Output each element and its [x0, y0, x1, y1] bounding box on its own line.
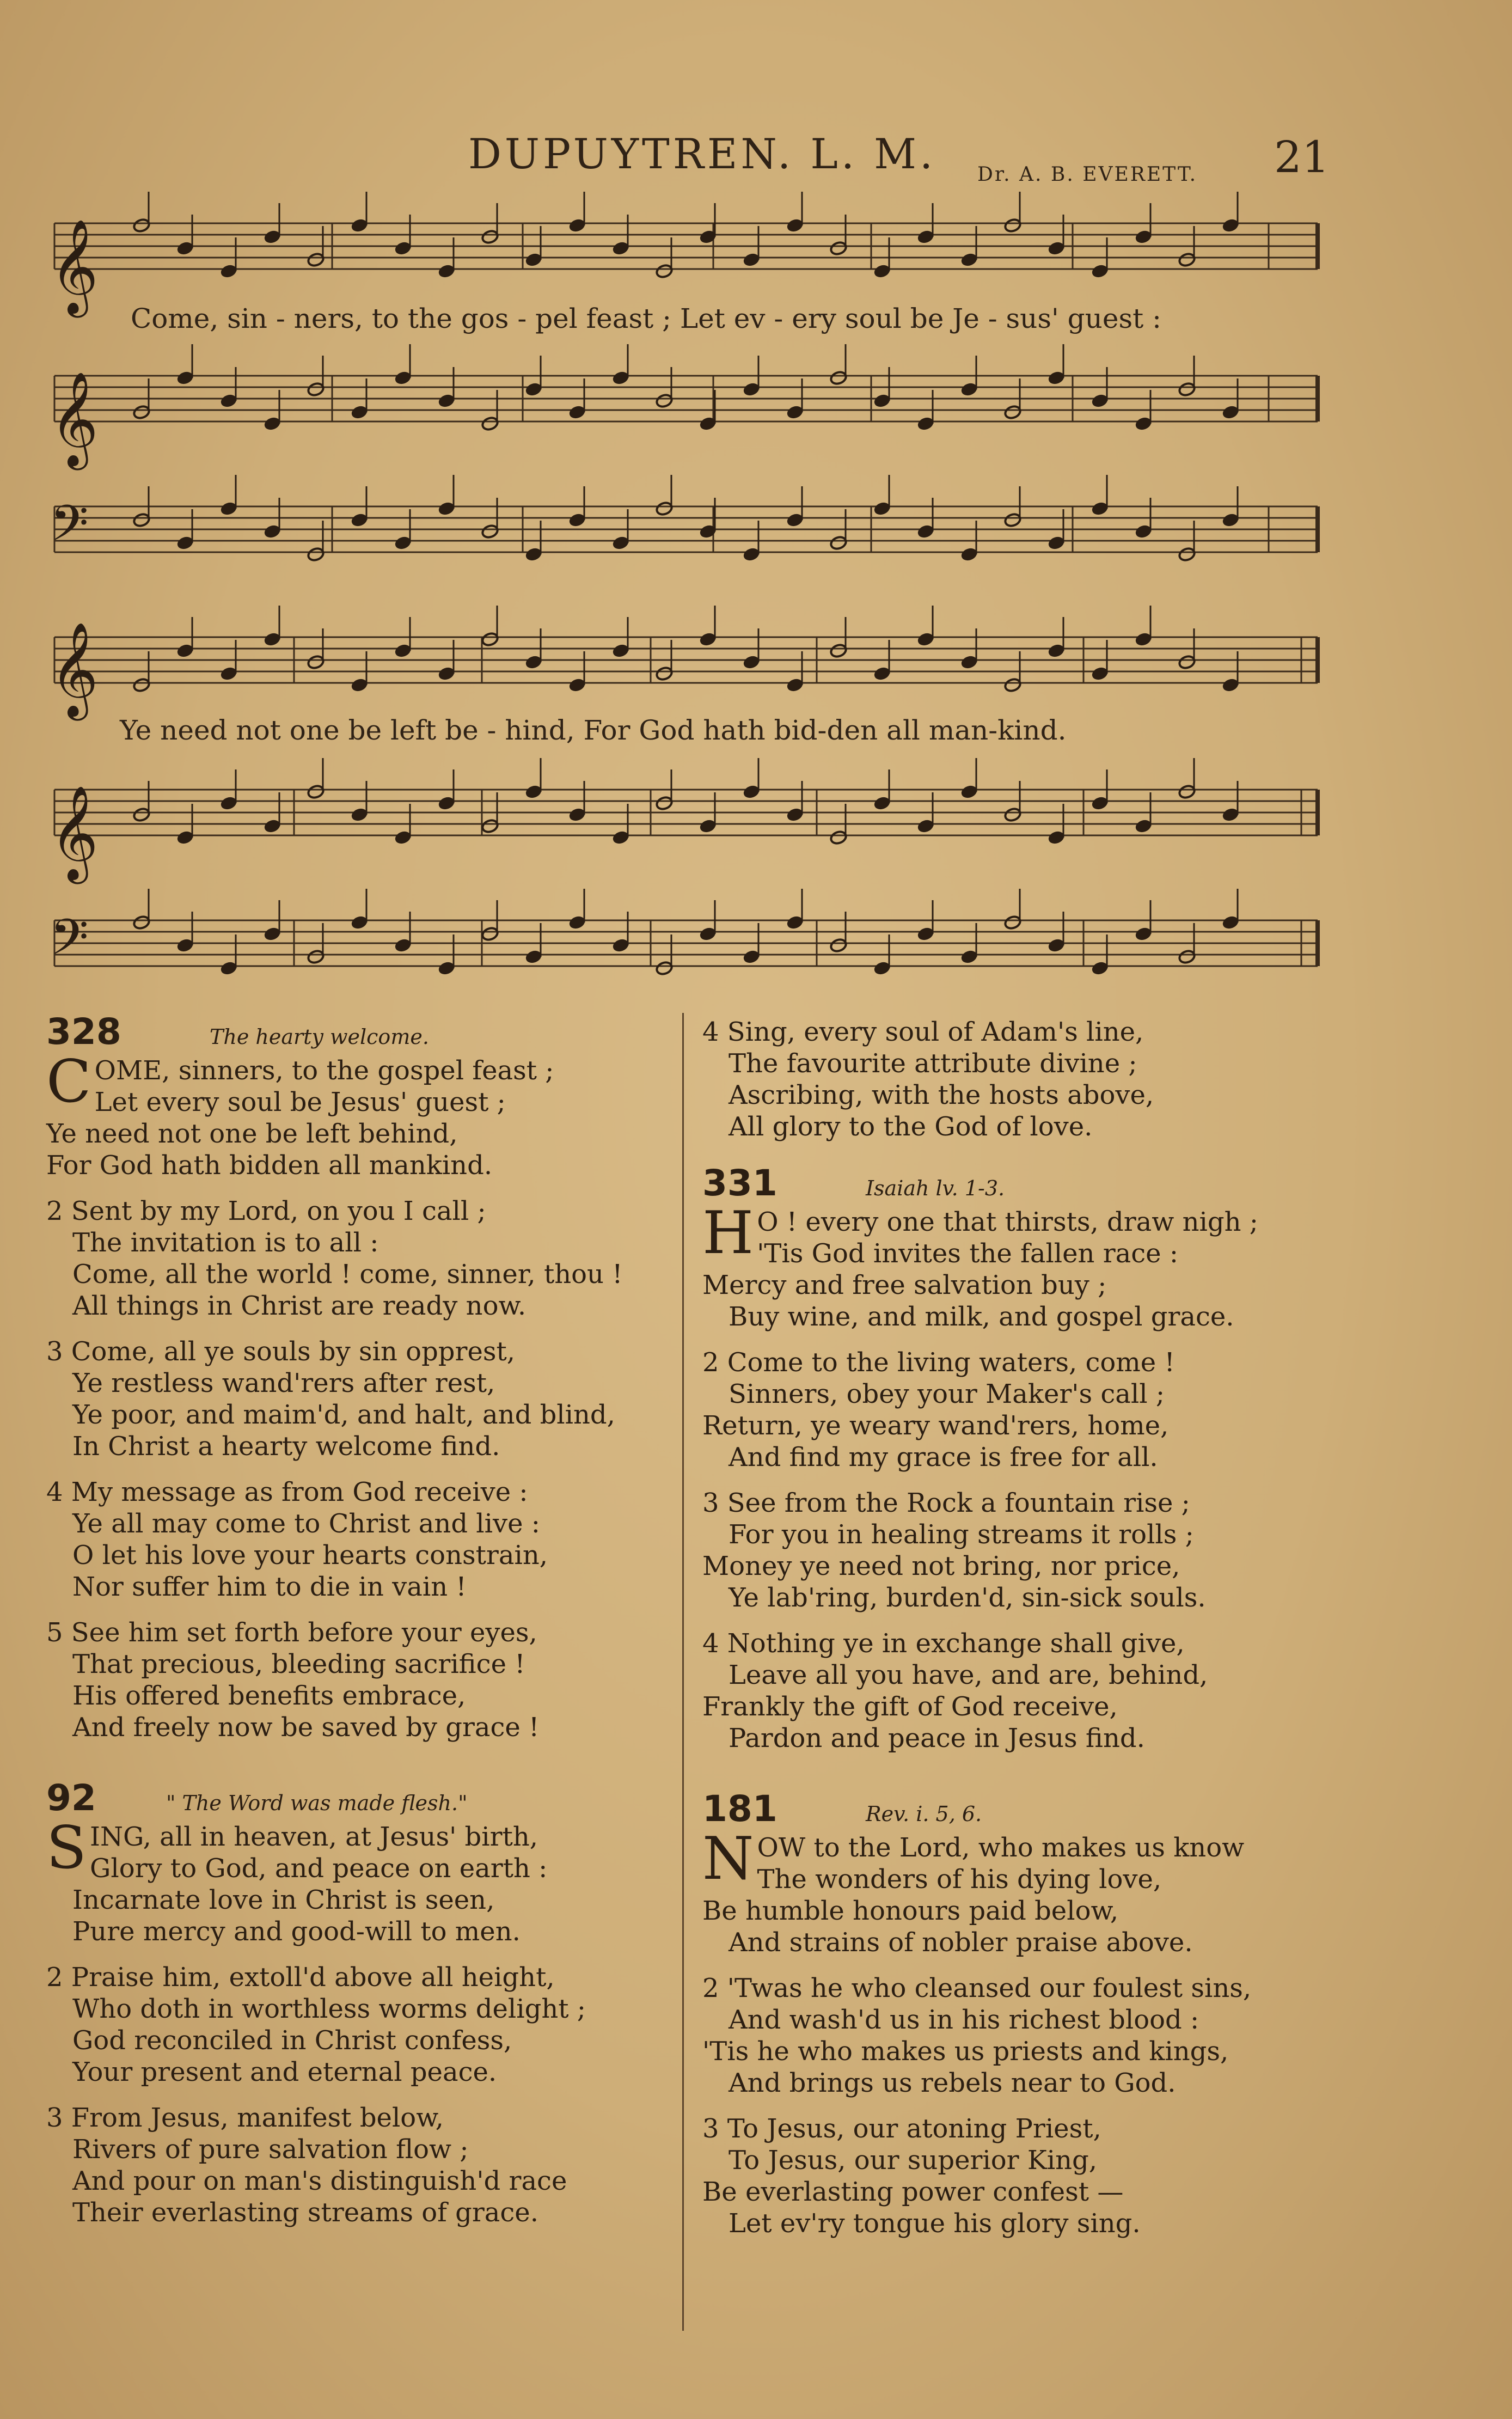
verse-line: All glory to the God of love.: [729, 1111, 1093, 1142]
verse-line: Pure mercy and good-will to men.: [72, 1916, 521, 1947]
verse: [702, 1825, 1476, 1958]
verse-line: 3 To Jesus, our atoning Priest,: [702, 2113, 1101, 2144]
hymn-331: [702, 1162, 1476, 1754]
verse: [46, 1814, 672, 1947]
hymn-subtitle: The hearty welcome.: [210, 1025, 429, 1049]
verse-line: Ye all may come to Christ and live :: [72, 1508, 540, 1539]
verse-line: And brings us rebels near to God.: [729, 2068, 1176, 2098]
verse-line: And freely now be saved by grace !: [72, 1712, 540, 1743]
verse-line: His offered benefits embrace,: [72, 1681, 466, 1711]
verse: [702, 1487, 1476, 1614]
verse-line: Be humble honours paid below,: [702, 1896, 1119, 1926]
verse-line: Let every soul be Jesus' guest ;: [94, 1087, 506, 1117]
verse-line: Pardon and peace in Jesus find.: [729, 1723, 1145, 1754]
treble-clef-icon: 𝄞: [50, 219, 99, 314]
hymn-subtitle: " The Word was made flesh.": [166, 1791, 468, 1815]
verse-line: O ! every one that thirsts, draw nigh ;: [757, 1207, 1258, 1237]
treble-clef-icon: 𝄞: [50, 371, 99, 466]
hymn-328: [46, 1011, 672, 1743]
verse-line: ING, all in heaven, at Jesus' birth,: [90, 1822, 538, 1852]
verse: [46, 1048, 672, 1181]
verse-line: 4 My message as from God receive :: [46, 1477, 528, 1507]
verse-line: OW to the Lord, who makes us know: [757, 1832, 1245, 1863]
verse-line: Incarnate love in Christ is seen,: [72, 1885, 495, 1915]
verse-line: Money ye need not bring, nor price,: [702, 1551, 1180, 1581]
verse: [46, 1336, 672, 1462]
verse-line: In Christ a hearty welcome find.: [72, 1431, 500, 1462]
verse-line: Let ev'ry tongue his glory sing.: [729, 2208, 1141, 2239]
composer-credit: Dr. A. B. EVERETT.: [977, 163, 1198, 186]
hymn-number: 331: [702, 1162, 778, 1204]
verse: [702, 1347, 1476, 1473]
verse-line: Ye poor, and maim'd, and halt, and blind,: [72, 1400, 615, 1430]
verse-line: The favourite attribute divine ;: [729, 1048, 1137, 1079]
verse-line: Your present and eternal peace.: [72, 2057, 497, 2087]
drop-cap: S: [46, 1814, 87, 1882]
verse-line: Glory to God, and peace on earth :: [90, 1853, 548, 1884]
verse: [702, 2113, 1476, 2239]
verse-line: 2 Praise him, extoll'd above all height,: [46, 1962, 555, 1993]
verse: [702, 1199, 1476, 1333]
verse: [702, 1628, 1476, 1754]
hymn-92: [46, 1777, 672, 2228]
hymn-number: 181: [702, 1788, 778, 1830]
lyrics-line-1: Come, sin - ners, to the gos - pel feast ; Let ev - ery soul be Je - sus' guest :: [131, 303, 1161, 334]
verse-line: 3 Come, all ye souls by sin opprest,: [46, 1336, 516, 1367]
bass-clef-icon: 𝄢: [50, 494, 89, 564]
verse-line: God reconciled in Christ confess,: [72, 2025, 512, 2056]
verse: [46, 1617, 672, 1743]
verse-line: Sinners, obey your Maker's call ;: [729, 1379, 1165, 1409]
staff-lines: [54, 223, 1318, 966]
verse: [702, 1972, 1476, 2099]
verse-line: Their everlasting streams of grace.: [72, 2197, 538, 2228]
verse-line: Buy wine, and milk, and gospel grace.: [729, 1302, 1234, 1332]
verse: [46, 2102, 672, 2228]
verse-line: And find my grace is free for all.: [729, 1442, 1158, 1473]
verse-line: Ye lab'ring, burden'd, sin-sick souls.: [729, 1583, 1206, 1613]
verse-line: Frankly the gift of God receive,: [702, 1691, 1118, 1722]
verse-line: And wash'd us in his richest blood :: [729, 2005, 1199, 2035]
verse-line: Ye need not one be left behind,: [46, 1119, 458, 1149]
verse: [46, 1195, 672, 1322]
verse-line: Leave all you have, and are, behind,: [729, 1660, 1208, 1690]
verse: [46, 1476, 672, 1603]
drop-cap: N: [702, 1825, 754, 1893]
hymn-subtitle: Isaiah lv. 1-3.: [866, 1176, 1005, 1200]
page-number: 21: [1274, 132, 1330, 182]
verse-line: 'Tis he who makes us priests and kings,: [702, 2036, 1229, 2067]
verse-line: Nor suffer him to die in vain !: [72, 1572, 467, 1602]
drop-cap: C: [46, 1048, 91, 1116]
verse-line: Come, all the world ! come, sinner, thou !: [72, 1259, 623, 1290]
verse-line: Mercy and free salvation buy ;: [702, 1270, 1107, 1300]
right-column: [702, 1016, 1476, 2239]
verse-line: The invitation is to all :: [72, 1227, 379, 1258]
verse-line: Who doth in worthless worms delight ;: [72, 1994, 586, 2024]
treble-clef-icon: 𝄞: [50, 622, 99, 717]
verse-line: To Jesus, our superior King,: [729, 2145, 1097, 2176]
lyrics-line-2: Ye need not one be left be - hind, For God hath bid-den all man-kind.: [120, 714, 1067, 746]
verse-line: 4 Nothing ye in exchange shall give,: [702, 1628, 1185, 1659]
verse: [702, 1016, 1476, 1143]
verse-line: 5 See him set forth before your eyes,: [46, 1617, 537, 1648]
verse-line: 2 Come to the living waters, come !: [702, 1347, 1175, 1378]
treble-clef-icon: 𝄞: [50, 785, 99, 880]
verse-line: 'Tis God invites the fallen race :: [757, 1238, 1178, 1269]
verse-line: Be everlasting power confest —: [702, 2177, 1124, 2207]
verse-line: For you in healing streams it rolls ;: [729, 1519, 1194, 1550]
hymn-number: 92: [46, 1777, 96, 1819]
bass-clef-icon: 𝄢: [50, 908, 89, 978]
verse-line: For God hath bidden all mankind.: [46, 1150, 493, 1181]
verse: [46, 1962, 672, 2088]
music-score: [0, 0, 1512, 991]
verse-line: That precious, bleeding sacrifice !: [72, 1649, 525, 1679]
tune-title: DUPUYTREN. L. M.: [468, 130, 936, 178]
bar-lines: [54, 223, 1318, 966]
left-column: [46, 1011, 672, 2228]
hymn-number: 328: [46, 1011, 121, 1053]
hymn-181: [702, 1788, 1476, 2239]
verse-line: 2 'Twas he who cleansed our foulest sins,: [702, 1973, 1252, 2003]
hymn-subtitle: Rev. i. 5, 6.: [866, 1802, 982, 1826]
verse-line: Return, ye weary wand'rers, home,: [702, 1410, 1169, 1441]
drop-cap: H: [702, 1199, 754, 1267]
verse-line: And strains of nobler praise above.: [729, 1927, 1193, 1958]
verse-line: O let his love your hearts constrain,: [72, 1540, 548, 1571]
verse-line: The wonders of his dying love,: [757, 1864, 1162, 1895]
verse-line: And pour on man's distinguish'd race: [72, 2166, 567, 2196]
column-divider: [682, 1013, 684, 2331]
verse-line: OME, sinners, to the gospel feast ;: [94, 1055, 554, 1086]
verse-line: 4 Sing, every soul of Adam's line,: [702, 1017, 1144, 1047]
verse-line: All things in Christ are ready now.: [72, 1291, 527, 1321]
verse-line: Ascribing, with the hosts above,: [729, 1080, 1154, 1110]
verse-line: 3 From Jesus, manifest below,: [46, 2103, 444, 2133]
verse-line: 3 See from the Rock a fountain rise ;: [702, 1488, 1190, 1518]
verse-line: Rivers of pure salvation flow ;: [72, 2134, 469, 2165]
verse-line: 2 Sent by my Lord, on you I call ;: [46, 1196, 486, 1226]
verse-line: Ye restless wand'rers after rest,: [72, 1368, 495, 1398]
